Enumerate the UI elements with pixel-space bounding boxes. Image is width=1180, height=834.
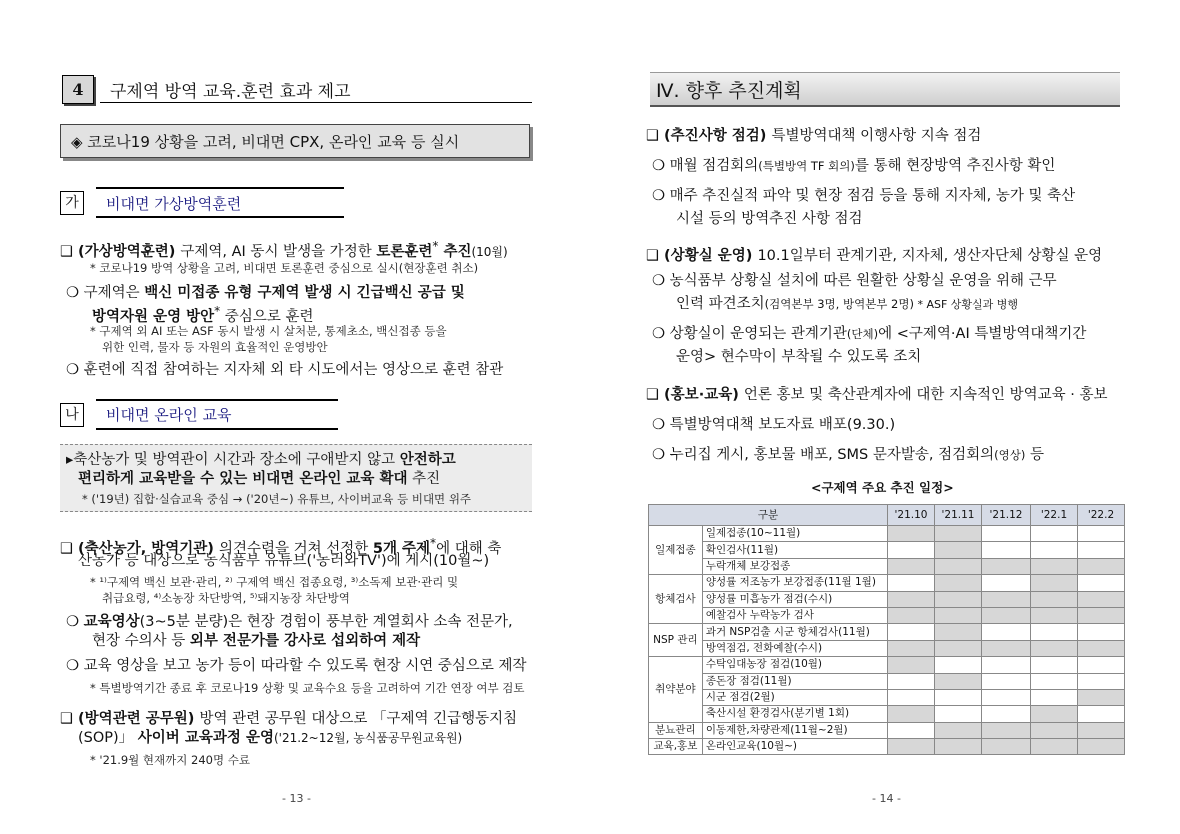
empty-cell	[1031, 624, 1078, 640]
b-item-1-note1: * ¹⁾구제역 백신 보관·관리, ²⁾ 구제역 백신 접종요령, ³⁾소독제 보관·관리 및	[90, 575, 459, 589]
empty-cell	[1078, 673, 1125, 689]
scheduled-cell	[1078, 607, 1125, 623]
sub-a-title: 비대면 가상방역훈련	[106, 195, 242, 213]
task-cell: 누락개체 보강접종	[702, 558, 887, 574]
b-item-1-line1: ❑ (축산농가, 방역기관) 의견수렴을 거쳐 선정한 5개 주제*에 대해 축	[60, 536, 502, 557]
table-row	[649, 607, 1125, 623]
scheduled-cell	[1078, 558, 1125, 574]
sub-a-number: 가	[60, 191, 84, 215]
scheduled-cell	[935, 739, 982, 755]
scheduled-cell	[1031, 558, 1078, 574]
r-item-3b: ❍ 누리집 게시, 홍보물 배포, SMS 문자발송, 점검회의(영상) 등	[652, 447, 1044, 463]
table-row	[649, 657, 1125, 673]
a-item-2-line2: 방역자원 운영 방안* 중심으로 훈련	[92, 304, 314, 325]
r-item-2b-line1: ❍ 상황실이 운영되는 관계기관(단체)에 <구제역·AI 특별방역대책기간	[652, 326, 1087, 342]
empty-cell	[1031, 673, 1078, 689]
scheduled-cell	[935, 542, 982, 558]
table-row	[649, 706, 1125, 722]
sub-a-line-bottom	[96, 216, 344, 218]
empty-cell	[1078, 657, 1125, 673]
empty-cell	[888, 542, 935, 558]
a-item-1: ❑ (가상방역훈련) 구제역, AI 동시 발생을 가정한 토론훈련* 추진(10월)	[60, 239, 508, 260]
schedule-table-header	[649, 505, 1125, 526]
scheduled-cell	[1031, 722, 1078, 738]
scheduled-cell	[982, 722, 1031, 738]
r-item-1a: ❍ 매월 점검회의(특별방역 TF 회의)를 통해 현장방역 추진사항 확인	[652, 158, 1056, 174]
chapter-heading: Ⅳ. 향후 추진계획	[656, 80, 802, 102]
scheduled-cell	[888, 607, 935, 623]
task-cell: 시군 점검(2월)	[702, 689, 887, 705]
task-cell: 방역점검, 전화예찰(수시)	[702, 640, 887, 656]
table-row	[649, 575, 1125, 591]
empty-cell	[888, 722, 935, 738]
b-box-line2: 편리하게 교육받을 수 있는 비대면 온라인 교육 확대 추진	[78, 471, 441, 487]
schedule-table	[648, 504, 1125, 755]
b-box-note: * ('19년) 집합·실습교육 중심 → ('20년~) 유튜브, 사이버교육 등 비대면 위주	[82, 492, 472, 506]
empty-cell	[1031, 526, 1078, 542]
task-cell: 수탁임대농장 점검(10월)	[702, 657, 887, 673]
empty-cell	[1031, 657, 1078, 673]
page-number-right: - 14 -	[872, 792, 901, 805]
empty-cell	[982, 689, 1031, 705]
b-item-1-note2: 취급요령, ⁴⁾소농장 차단방역, ⁵⁾돼지농장 차단방역	[102, 591, 350, 605]
scheduled-cell	[1078, 591, 1125, 607]
table-row	[649, 526, 1125, 542]
table-row	[649, 591, 1125, 607]
scheduled-cell	[935, 673, 982, 689]
section-number-box: 4	[62, 75, 94, 104]
scheduled-cell	[1078, 640, 1125, 656]
section-title: 구제역 방역 교육.훈련 효과 제고	[110, 82, 351, 102]
scheduled-cell	[982, 640, 1031, 656]
header-month: '22.1	[1031, 505, 1078, 526]
a-item-2-note2: 위한 인력, 물자 등 자원의 효율적인 운영방안	[102, 340, 328, 354]
empty-cell	[982, 526, 1031, 542]
task-cell: 이동제한,차량관제(11월~2월)	[702, 722, 887, 738]
empty-cell	[935, 657, 982, 673]
section-underline	[100, 102, 532, 103]
empty-cell	[1078, 624, 1125, 640]
r-item-2a-line2: 인력 파견조치(검역본부 3명, 방역본부 2명) * ASF 상황실과 병행	[676, 296, 1019, 312]
r-item-2b-line2: 운영> 현수막이 부착될 수 있도록 조치	[676, 349, 922, 365]
scheduled-cell	[1078, 739, 1125, 755]
b-item-2-line1: ❍ 교육영상(3~5분 분량)은 현장 경험이 풍부한 계열회사 소속 전문가,	[66, 614, 513, 630]
scheduled-cell	[888, 640, 935, 656]
scheduled-cell	[935, 607, 982, 623]
scheduled-cell	[1031, 607, 1078, 623]
scheduled-cell	[982, 607, 1031, 623]
b-item-3: ❍ 교육 영상을 보고 농가 등이 따라할 수 있도록 현장 시연 중심으로 제작	[66, 658, 527, 674]
scheduled-cell	[1031, 575, 1078, 591]
sub-b-title: 비대면 온라인 교육	[106, 406, 232, 424]
group-cell: 분뇨관리	[649, 722, 703, 738]
task-cell: 일제접종(10~11월)	[702, 526, 887, 542]
header-month: '21.10	[888, 505, 935, 526]
b-item-1-line2: 산농가 등 대상으로 농식품부 유튜브('농러와TV')에 게시(10월~)	[78, 553, 490, 569]
summary-banner: ◈ 코로나19 상황을 고려, 비대면 CPX, 온라인 교육 등 실시	[60, 124, 530, 158]
sub-b-line-bottom	[96, 428, 338, 430]
scheduled-cell	[1031, 739, 1078, 755]
task-cell: 확인검사(11월)	[702, 542, 887, 558]
r-item-2a-line1: ❍ 농식품부 상황실 설치에 따른 원활한 상황실 운영을 위해 근무	[652, 273, 1057, 289]
group-cell: 취약분야	[649, 657, 703, 723]
scheduled-cell	[1078, 722, 1125, 738]
scheduled-cell	[1078, 689, 1125, 705]
empty-cell	[1078, 575, 1125, 591]
scheduled-cell	[982, 558, 1031, 574]
empty-cell	[1031, 689, 1078, 705]
table-row	[649, 640, 1125, 656]
group-cell: 항체검사	[649, 575, 703, 624]
header-category: 구분	[649, 505, 888, 526]
page-number-left: - 13 -	[282, 792, 311, 805]
group-cell: 일제접종	[649, 526, 703, 575]
task-cell: 양성률 저조농가 보강접종(11월 1월)	[702, 575, 887, 591]
a-item-1-note: * 코로나19 방역 상황을 고려, 비대면 토론훈련 중심으로 실시(현장훈련 취소)	[90, 261, 479, 275]
empty-cell	[888, 689, 935, 705]
scheduled-cell	[935, 640, 982, 656]
empty-cell	[935, 689, 982, 705]
r-item-2: ❑ (상황실 운영) 10.1일부터 관계기관, 지자체, 생산자단체 상황실 운영	[646, 248, 1103, 264]
schedule-table-title: <구제역 주요 추진 일정>	[811, 480, 954, 495]
scheduled-cell	[1031, 640, 1078, 656]
a-item-2-note1: * 구제역 외 AI 또는 ASF 동시 발생 시 살처분, 통제초소, 백신접종 등을	[90, 324, 447, 338]
empty-cell	[982, 657, 1031, 673]
empty-cell	[982, 673, 1031, 689]
r-item-1b-line1: ❍ 매주 추진실적 파악 및 현장 점검 등을 통해 지자체, 농가 및 축산	[652, 188, 1076, 204]
b-item-4-note: * '21.9월 현재까지 240명 수료	[90, 753, 250, 767]
task-cell: 양성률 미흡농가 점검(수시)	[702, 591, 887, 607]
table-row	[649, 739, 1125, 755]
chapter-heading-bar	[650, 72, 1120, 107]
empty-cell	[1078, 526, 1125, 542]
empty-cell	[982, 542, 1031, 558]
empty-cell	[888, 575, 935, 591]
empty-cell	[1031, 542, 1078, 558]
scheduled-cell	[888, 591, 935, 607]
a-item-3: ❍ 훈련에 직접 참여하는 지자체 외 타 시도에서는 영상으로 훈련 참관	[66, 362, 504, 378]
scheduled-cell	[1031, 706, 1078, 722]
task-cell: 온라인교육(10월~)	[702, 739, 887, 755]
table-row	[649, 558, 1125, 574]
b-item-2-line2: 현장 수의사 등 외부 전문가를 강사로 섭외하여 제작	[92, 633, 421, 649]
sub-a-line-top	[96, 187, 344, 189]
b-box-line1: ▸축산농가 및 방역관이 시간과 장소에 구애받지 않고 안전하고	[66, 452, 456, 468]
scheduled-cell	[888, 526, 935, 542]
b-item-4-line2: (SOP)」 사이버 교육과정 운영('21.2~12월, 농식품공무원교육원)	[78, 730, 463, 746]
b-item-3-note: * 특별방역기간 종료 후 코로나19 상황 및 교육수요 등을 고려하여 기간 연장 여부 검토	[90, 681, 525, 695]
task-cell: 과거 NSP검출 시군 항체검사(11월)	[702, 624, 887, 640]
scheduled-cell	[935, 722, 982, 738]
group-cell: NSP 관리	[649, 624, 703, 657]
empty-cell	[1078, 542, 1125, 558]
empty-cell	[935, 706, 982, 722]
header-month: '22.2	[1078, 505, 1125, 526]
scheduled-cell	[888, 657, 935, 673]
scheduled-cell	[888, 706, 935, 722]
empty-cell	[888, 673, 935, 689]
table-row	[649, 542, 1125, 558]
empty-cell	[982, 575, 1031, 591]
r-item-1b-line2: 시설 등의 방역추진 사항 점검	[676, 211, 863, 227]
r-item-3a: ❍ 특별방역대책 보도자료 배포(9.30.)	[652, 417, 896, 433]
table-row	[649, 624, 1125, 640]
scheduled-cell	[982, 591, 1031, 607]
scheduled-cell	[888, 739, 935, 755]
task-cell: 예찰검사 누락농가 검사	[702, 607, 887, 623]
empty-cell	[982, 624, 1031, 640]
empty-cell	[982, 706, 1031, 722]
scheduled-cell	[935, 575, 982, 591]
group-cell: 교육,홍보	[649, 739, 703, 755]
scheduled-cell	[888, 558, 935, 574]
a-item-2-line1: ❍ 구제역은 백신 미접종 유형 구제역 발생 시 긴급백신 공급 및	[66, 285, 465, 301]
scheduled-cell	[935, 591, 982, 607]
header-month: '21.11	[935, 505, 982, 526]
task-cell: 종돈장 점검(11월)	[702, 673, 887, 689]
table-row	[649, 722, 1125, 738]
r-item-1: ❑ (추진사항 점검) 특별방역대책 이행사항 지속 점검	[646, 128, 982, 144]
scheduled-cell	[982, 739, 1031, 755]
sub-b-number: 나	[60, 403, 84, 427]
scheduled-cell	[1031, 591, 1078, 607]
empty-cell	[1078, 706, 1125, 722]
header-month: '21.12	[982, 505, 1031, 526]
scheduled-cell	[935, 624, 982, 640]
empty-cell	[888, 624, 935, 640]
scheduled-cell	[935, 558, 982, 574]
table-row	[649, 689, 1125, 705]
scheduled-cell	[935, 526, 982, 542]
sub-b-line-top	[96, 399, 338, 401]
r-item-3: ❑ (홍보·교육) 언론 홍보 및 축산관계자에 대한 지속적인 방역교육 · 홍보	[646, 387, 1108, 403]
b-item-4-line1: ❑ (방역관련 공무원) 방역 관련 공무원 대상으로 「구제역 긴급행동지침	[60, 711, 518, 727]
task-cell: 축산시설 환경검사(분기별 1회)	[702, 706, 887, 722]
table-row	[649, 673, 1125, 689]
